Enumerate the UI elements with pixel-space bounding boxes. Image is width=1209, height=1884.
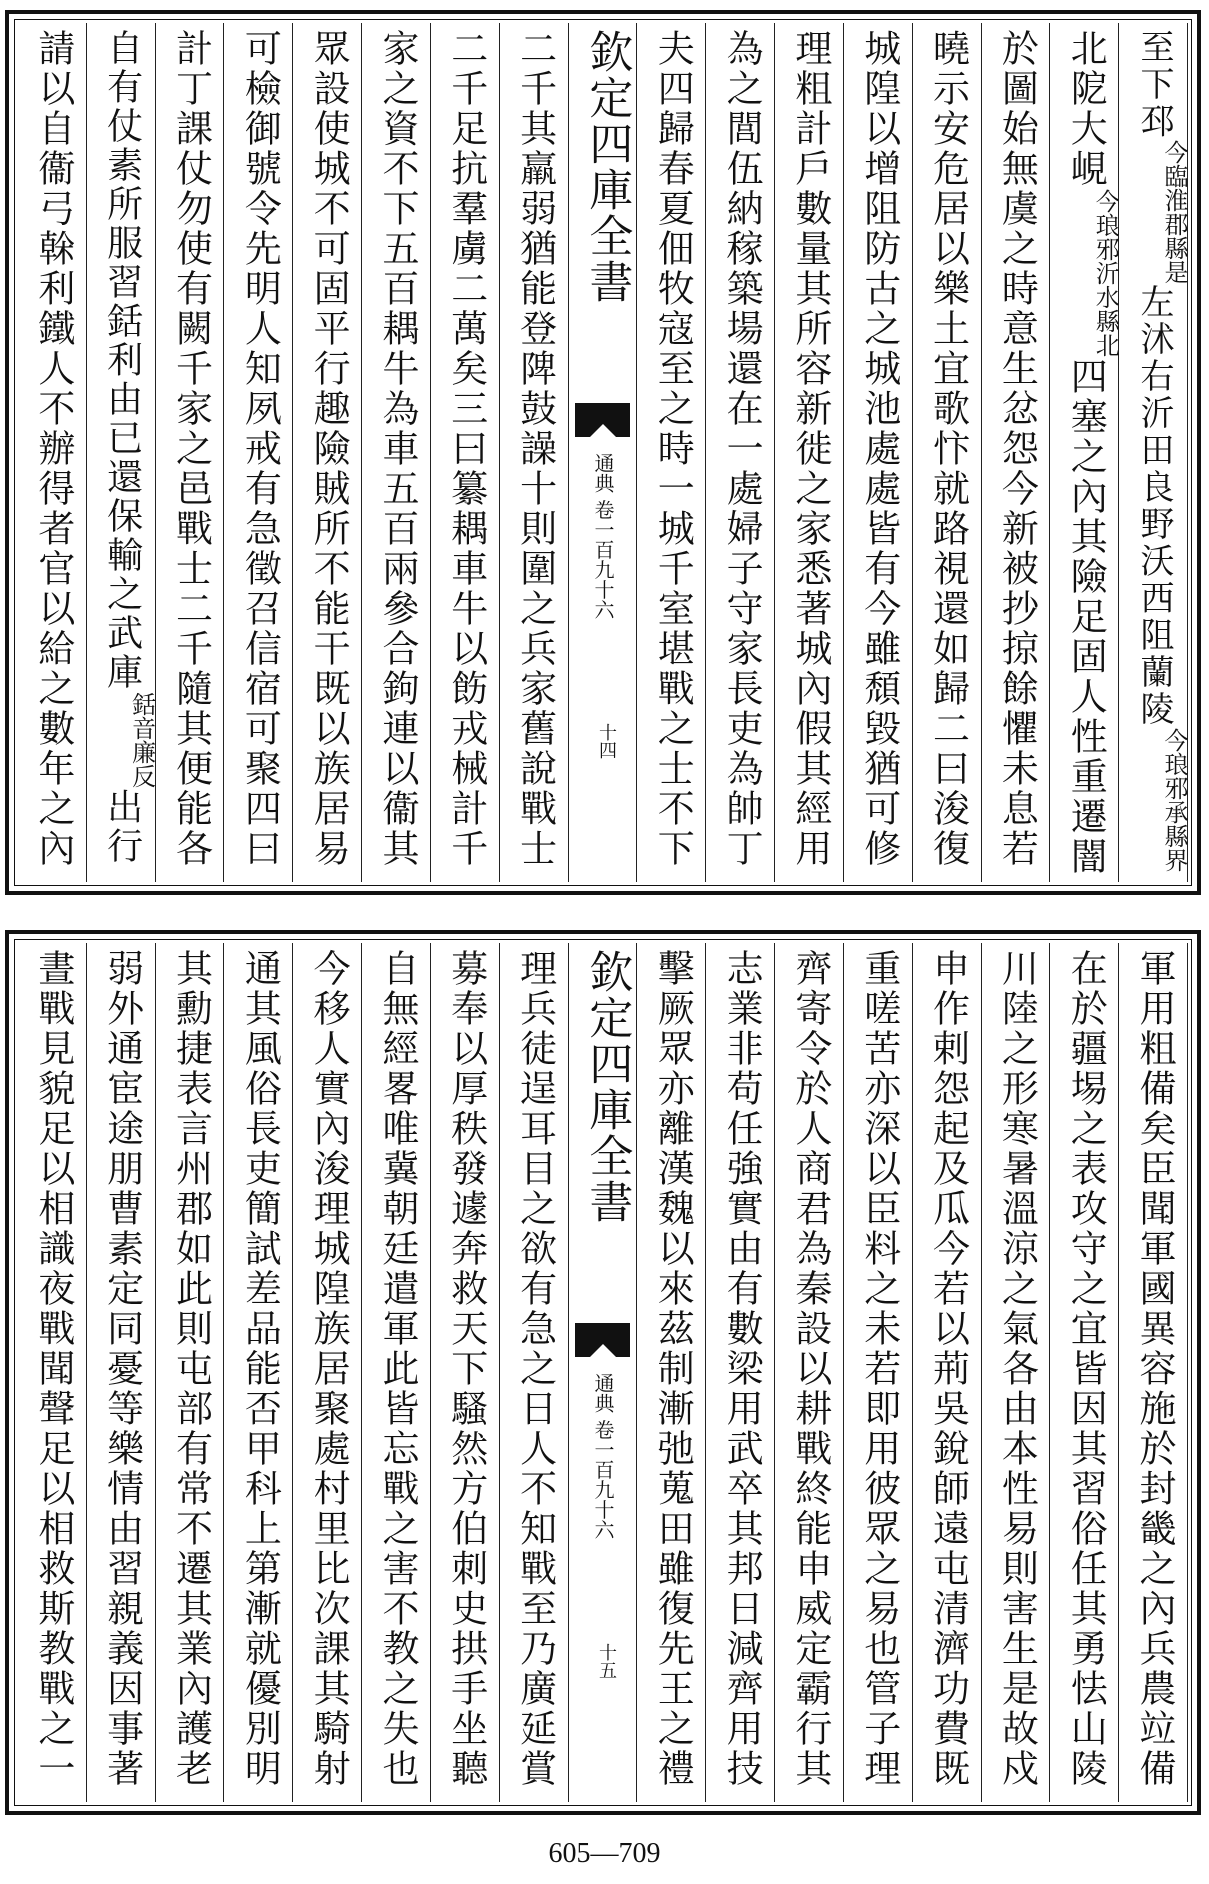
main-text: 請以自衞弓榦利鐵人不辦得者官以給之數年之內: [31, 29, 75, 869]
main-text: 川陸之形寒暑溫涼之氣各由本性易則害生是故戍: [995, 949, 1039, 1789]
text-column: [224, 23, 293, 882]
interlinear-note: 今琅邪沂水縣北: [1091, 189, 1120, 357]
interlinear-note: 銛音廉反: [127, 692, 156, 788]
upper-page: [5, 10, 1201, 895]
main-text: 通其風俗長吏簡試差品能否甲科上第漸就優別明: [238, 949, 282, 1789]
text-column: [18, 943, 87, 1802]
main-text: 弱外通宦途朋曹素定同憂等樂情由習親義因事著: [100, 949, 144, 1789]
volume-reference: 通典 卷一百九十六: [591, 1373, 616, 1540]
main-text: 可檢御號令先明人知夙戒有急徵召信宿可聚四曰: [238, 29, 282, 869]
text-column: [1119, 943, 1188, 1802]
main-text: 四塞之內其險足固人性重遷闇: [1064, 357, 1108, 877]
upper-columns: [18, 23, 1188, 882]
text-column: [156, 943, 225, 1802]
center-column: [569, 23, 638, 882]
text-column: [982, 23, 1051, 882]
text-column: [224, 943, 293, 1802]
main-text: 二千足抗羣虜二萬矣三曰纂耦車牛以飭戎械計千: [444, 29, 488, 869]
text-column: [775, 23, 844, 882]
main-text: 出行: [101, 788, 143, 866]
text-column: [637, 23, 706, 882]
text-column: [18, 23, 87, 882]
main-text: 齊寄令於人商君為秦設以耕戰終能申威定霸行其: [788, 949, 832, 1789]
text-column: [362, 23, 431, 882]
main-text: 夫四歸春夏佃牧寇至之時一城千室堪戰之士不下: [651, 29, 695, 869]
book-title: 欽定四庫全書: [581, 29, 633, 305]
text-column: [637, 943, 706, 1802]
text-column: [500, 23, 569, 882]
text-column: [156, 23, 225, 882]
main-text: 在於疆埸之表攻守之宜皆因其習俗任其勇怯山陵: [1064, 949, 1108, 1789]
text-column: [87, 943, 156, 1802]
lower-columns: [18, 943, 1188, 1802]
main-text: 理粗計戶數量其所容新徙之家悉著城內假其經用: [788, 29, 832, 869]
text-column: [431, 23, 500, 882]
center-column: [569, 943, 638, 1802]
text-column: [844, 943, 913, 1802]
main-text: 志業非苟任強實由有數梁用武卒其邦日減齊用技: [720, 949, 764, 1789]
text-column: [431, 943, 500, 1802]
book-title: 欽定四庫全書: [581, 949, 633, 1225]
main-text: 城隍以增阻防古之城池處處皆有今雖頹毀猶可修: [857, 29, 901, 869]
main-text: 今移人實內浚理城隍族居聚處村里比次課其騎射: [307, 949, 351, 1789]
leaf-number: 十五: [596, 1643, 618, 1679]
main-text: 其勳捷表言州郡如此則屯部有常不遷其業內護老: [169, 949, 213, 1789]
main-text: 軍用粗備矣臣聞軍國異容施於封畿之內兵農竝備: [1133, 949, 1177, 1789]
fish-tail-mark-icon: [575, 403, 631, 437]
main-text: 擊厥眾亦離漢魏以來茲制漸弛蒐田雖復先王之禮: [651, 949, 695, 1789]
fish-tail-mark-icon: [575, 1323, 631, 1357]
main-text: 眾設使城不可固平行趣險賊所不能干既以族居易: [307, 29, 351, 869]
text-column: [1119, 23, 1188, 882]
text-column: [913, 23, 982, 882]
main-text: 理兵徒逞耳目之欲有急之日人不知戰至乃廣延賞: [513, 949, 557, 1789]
text-column: [775, 943, 844, 1802]
text-column: [362, 943, 431, 1802]
main-text: 計丁課仗勿使有闕千家之邑戰士二千隨其便能各: [169, 29, 213, 869]
interlinear-note: 今琅邪承縣界: [1160, 728, 1189, 872]
main-text: 申作剌怨起及瓜今若以荊吳銳師遠屯清濟功費既: [926, 949, 970, 1789]
lower-page: [5, 930, 1201, 1815]
text-column: [1050, 943, 1119, 1802]
main-text: 重嗟苦亦深以臣料之未若即用彼眾之易也管子理: [857, 949, 901, 1789]
text-column: [293, 23, 362, 882]
main-text: 自無經畧唯冀朝廷遣軍此皆忘戰之害不教之失也: [375, 949, 419, 1789]
page-number: 605—709: [548, 1838, 661, 1869]
main-text: 左沭右沂田良野沃西阻蘭陵: [1134, 284, 1175, 728]
leaf-number: 十四: [596, 723, 618, 759]
main-text: 至下邳: [1134, 29, 1175, 140]
text-column: [706, 23, 775, 882]
interlinear-note: 今臨淮郡縣是: [1160, 140, 1189, 284]
main-text: 北阸大峴: [1064, 29, 1108, 189]
text-column: [982, 943, 1051, 1802]
text-column: [500, 943, 569, 1802]
text-column: [293, 943, 362, 1802]
main-text: 家之資不下五百耦牛為車五百兩參合鉤連以衞其: [375, 29, 419, 869]
volume-reference: 通典 卷一百九十六: [591, 453, 616, 620]
main-text: 晝戰見貌足以相識夜戰聞聲足以相救斯教戰之一: [31, 949, 75, 1789]
main-text: 為之閭伍納稼築場還在一處婦子守家長吏為帥丁: [720, 29, 764, 869]
text-column: [87, 23, 156, 882]
main-text: 於圖始無虞之時意生忿怨今新被抄掠餘懼未息若: [995, 29, 1039, 869]
text-column: [844, 23, 913, 882]
text-column: [1050, 23, 1119, 882]
main-text: 募奉以厚秩發遽奔救天下騷然方伯刺史拱手坐聽: [444, 949, 488, 1789]
main-text: 曉示安危居以樂土宜歌忭就路視還如歸二曰浚復: [926, 29, 970, 869]
text-column: [913, 943, 982, 1802]
text-column: [706, 943, 775, 1802]
main-text: 二千其羸弱猶能登陴鼓譟十則圍之兵家舊說戰士: [513, 29, 557, 869]
main-text: 自有仗素所服習銛利由已還保輸之武庫: [101, 29, 143, 692]
